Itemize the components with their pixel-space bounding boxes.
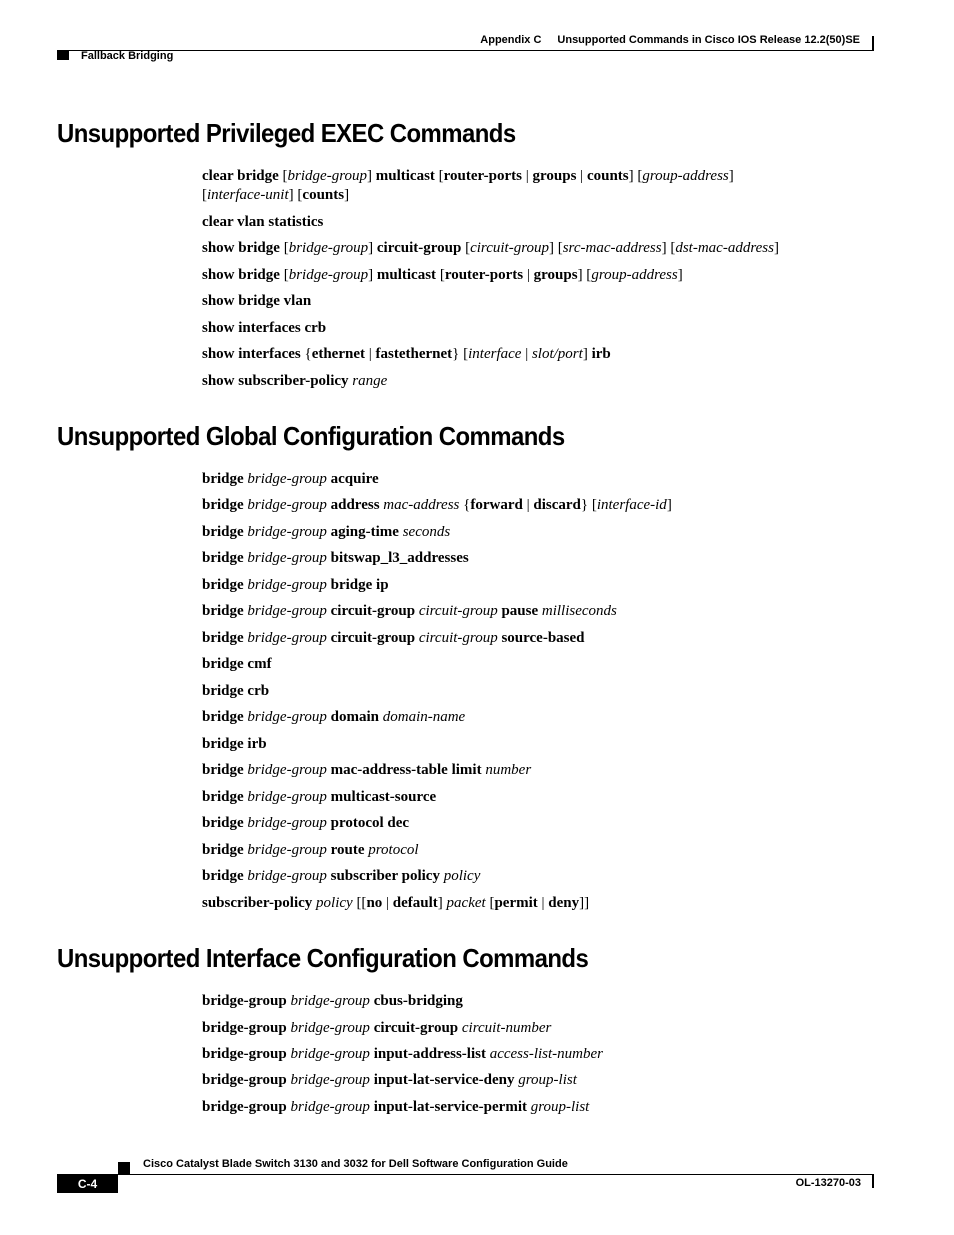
command-line xyxy=(202,470,379,489)
command-keyword: show subscriber-policy xyxy=(202,373,349,389)
command-argument: group-address xyxy=(642,168,729,184)
running-header xyxy=(480,34,860,46)
command-keyword: circuit-group xyxy=(330,630,416,646)
command-argument: domain-name xyxy=(382,709,466,725)
command-line xyxy=(202,186,349,205)
command-line xyxy=(202,867,480,886)
command-keyword: discard xyxy=(533,497,581,513)
command-keyword: bridge crb xyxy=(202,683,270,699)
command-line xyxy=(202,292,311,311)
command-argument: number xyxy=(485,762,532,778)
command-line xyxy=(202,549,469,568)
command-argument: interface-unit xyxy=(207,187,289,203)
command-syntax: | xyxy=(576,168,587,184)
command-argument: group-list xyxy=(530,1099,590,1115)
command-keyword: router-ports xyxy=(444,267,524,283)
command-syntax: | xyxy=(365,346,376,362)
command-syntax: [ xyxy=(278,168,288,184)
command-keyword: show bridge xyxy=(202,267,280,283)
command-argument: dst-mac-address xyxy=(675,240,774,256)
command-syntax: } [ xyxy=(452,346,469,362)
command-syntax: ] xyxy=(368,240,377,256)
command-keyword: address xyxy=(330,497,380,513)
command-syntax: { xyxy=(300,346,312,362)
command-keyword: bridge-group xyxy=(202,993,287,1009)
command-keyword: bridge xyxy=(202,842,244,858)
command-keyword: cbus-bridging xyxy=(373,993,463,1009)
command-argument: circuit-number xyxy=(461,1020,552,1036)
command-argument: bridge-group xyxy=(247,789,327,805)
command-keyword: deny xyxy=(548,895,580,911)
command-syntax: | xyxy=(522,497,534,513)
command-syntax: ] [ xyxy=(288,187,303,203)
command-argument: bridge-group xyxy=(247,550,327,566)
command-line xyxy=(202,345,611,364)
command-argument: bridge-group xyxy=(247,815,327,831)
command-keyword: circuit-group xyxy=(330,603,416,619)
command-syntax: ] xyxy=(344,187,350,203)
command-line xyxy=(202,319,326,338)
command-line xyxy=(202,894,589,913)
command-argument: bridge-group xyxy=(287,168,367,184)
command-keyword: bridge xyxy=(202,709,244,725)
command-line xyxy=(202,992,463,1011)
command-argument: bridge-group xyxy=(288,267,369,283)
command-syntax: ] xyxy=(437,895,447,911)
command-line xyxy=(202,761,531,780)
command-argument: bridge-group xyxy=(247,471,327,487)
command-keyword: counts xyxy=(302,187,345,203)
command-keyword: fastethernet xyxy=(375,346,453,362)
command-keyword: bridge-group xyxy=(202,1046,287,1062)
command-line xyxy=(202,682,269,701)
command-keyword: protocol dec xyxy=(330,815,410,831)
command-keyword: ethernet xyxy=(311,346,365,362)
command-keyword: domain xyxy=(330,709,379,725)
command-argument: bridge-group xyxy=(290,1072,370,1088)
command-syntax: [ xyxy=(279,267,289,283)
command-keyword: input-lat-service-deny xyxy=(373,1072,515,1088)
command-argument: interface xyxy=(468,346,522,362)
command-syntax: [ xyxy=(485,895,495,911)
command-argument: group-list xyxy=(518,1072,577,1088)
command-argument: group-address xyxy=(591,267,678,283)
command-keyword: multicast xyxy=(376,267,437,283)
command-syntax: { xyxy=(459,497,471,513)
command-keyword: clear vlan statistics xyxy=(202,214,324,230)
command-argument: bridge-group xyxy=(247,868,327,884)
header-rule xyxy=(57,50,874,51)
command-keyword: no xyxy=(366,895,383,911)
command-syntax: ] xyxy=(368,267,377,283)
header-chapter-title: Unsupported Commands in Cisco IOS Release 12.2(50)SE xyxy=(557,34,860,46)
command-keyword: bridge cmf xyxy=(202,656,272,672)
command-syntax: ] xyxy=(728,168,734,184)
command-keyword: bridge xyxy=(202,471,244,487)
command-keyword: bridge-group xyxy=(202,1099,287,1115)
command-syntax: ] [ xyxy=(661,240,676,256)
command-syntax: ] xyxy=(773,240,779,256)
command-line xyxy=(202,708,465,727)
header-section: Fallback Bridging xyxy=(81,50,174,62)
command-argument: bridge-group xyxy=(247,497,327,513)
command-syntax: | xyxy=(521,346,532,362)
command-syntax: | xyxy=(382,895,393,911)
command-keyword: acquire xyxy=(330,471,379,487)
command-argument: bridge-group xyxy=(247,577,327,593)
command-keyword: show interfaces xyxy=(202,346,301,362)
section-heading-privileged-exec: Unsupported Privileged EXEC Commands xyxy=(57,118,516,148)
command-keyword: bridge xyxy=(202,789,244,805)
command-line xyxy=(202,1071,577,1090)
command-argument: bridge-group xyxy=(247,630,327,646)
command-keyword: input-address-list xyxy=(373,1046,486,1062)
command-keyword: bridge-group xyxy=(202,1072,287,1088)
command-keyword: bitswap_l3_addresses xyxy=(330,550,469,566)
command-keyword: pause xyxy=(501,603,539,619)
command-argument: bridge-group xyxy=(247,709,327,725)
footer-tick-mark xyxy=(872,1175,874,1188)
command-argument: bridge-group xyxy=(247,762,327,778)
command-argument: bridge-group xyxy=(290,1020,370,1036)
command-keyword: circuit-group xyxy=(376,240,462,256)
command-syntax: ] xyxy=(582,346,592,362)
command-keyword: multicast-source xyxy=(330,789,437,805)
command-keyword: router-ports xyxy=(443,168,522,184)
command-keyword: counts xyxy=(586,168,629,184)
command-line xyxy=(202,602,617,621)
command-argument: milliseconds xyxy=(541,603,617,619)
command-syntax: [ xyxy=(436,267,445,283)
command-keyword: show bridge xyxy=(202,240,280,256)
command-keyword: bridge irb xyxy=(202,736,267,752)
command-line xyxy=(202,735,267,754)
command-keyword: clear bridge xyxy=(202,168,279,184)
header-appendix: Appendix C xyxy=(480,34,542,46)
command-keyword: subscriber-policy xyxy=(202,895,313,911)
command-line xyxy=(202,576,389,595)
command-keyword: circuit-group xyxy=(373,1020,459,1036)
command-line xyxy=(202,655,272,674)
command-syntax: ] xyxy=(367,168,376,184)
footer-doc-number: OL-13270-03 xyxy=(795,1177,861,1189)
command-syntax: ]] xyxy=(579,895,590,911)
command-argument: slot/port xyxy=(531,346,583,362)
footer-rule xyxy=(57,1174,874,1175)
command-keyword: groups xyxy=(532,168,577,184)
command-argument: policy xyxy=(316,895,353,911)
command-keyword: bridge xyxy=(202,815,244,831)
command-argument: access-list-number xyxy=(489,1046,604,1062)
command-syntax: [ xyxy=(279,240,289,256)
command-argument: policy xyxy=(443,868,481,884)
command-keyword: bridge xyxy=(202,762,244,778)
command-line xyxy=(202,523,450,542)
command-keyword: bridge xyxy=(202,577,244,593)
command-argument: bridge-group xyxy=(290,1046,370,1062)
command-argument: protocol xyxy=(368,842,419,858)
command-line xyxy=(202,239,779,258)
section-heading-global-configuration: Unsupported Global Configuration Commands xyxy=(57,421,565,451)
command-syntax: ] xyxy=(677,267,683,283)
command-argument: bridge-group xyxy=(247,603,327,619)
command-syntax: ] [ xyxy=(577,267,592,283)
command-keyword: bridge xyxy=(202,550,244,566)
command-syntax: | xyxy=(521,168,533,184)
section-heading-interface-configuration: Unsupported Interface Configuration Commands xyxy=(57,943,589,973)
command-argument: src-mac-address xyxy=(562,240,662,256)
command-line xyxy=(202,814,409,833)
command-line xyxy=(202,1019,551,1038)
command-argument: interface-id xyxy=(596,497,667,513)
command-keyword: permit xyxy=(494,895,538,911)
command-keyword: bridge ip xyxy=(330,577,389,593)
command-syntax: ] [ xyxy=(628,168,643,184)
command-line xyxy=(202,496,672,515)
command-argument: mac-address xyxy=(383,497,460,513)
command-syntax: [[ xyxy=(352,895,367,911)
command-keyword: mac-address-table limit xyxy=(330,762,482,778)
command-line xyxy=(202,1098,589,1117)
footer-guide-title: Cisco Catalyst Blade Switch 3130 and 3032 for Dell Software Configuration Guide xyxy=(143,1158,568,1170)
command-argument: bridge-group xyxy=(247,524,327,540)
command-argument: bridge-group xyxy=(288,240,369,256)
command-keyword: groups xyxy=(533,267,578,283)
command-syntax: | xyxy=(523,267,534,283)
command-argument: bridge-group xyxy=(290,993,370,1009)
command-keyword: subscriber policy xyxy=(330,868,440,884)
command-syntax: | xyxy=(537,895,549,911)
command-line xyxy=(202,841,419,860)
command-keyword: bridge xyxy=(202,603,244,619)
command-keyword: bridge xyxy=(202,630,244,646)
command-line xyxy=(202,167,734,186)
command-argument: circuit-group xyxy=(470,240,549,256)
page-number: C-4 xyxy=(77,1177,98,1191)
command-line xyxy=(202,629,585,648)
command-argument: circuit-group xyxy=(418,630,498,646)
command-keyword: show interfaces crb xyxy=(202,320,327,336)
command-argument: range xyxy=(352,373,388,389)
command-line xyxy=(202,1045,603,1064)
command-keyword: input-lat-service-permit xyxy=(373,1099,527,1115)
command-line xyxy=(202,266,683,285)
command-keyword: route xyxy=(330,842,365,858)
command-syntax: ] xyxy=(666,497,672,513)
command-keyword: multicast xyxy=(375,168,435,184)
footer-marker-block xyxy=(118,1162,130,1174)
command-argument: bridge-group xyxy=(247,842,327,858)
header-marker-block xyxy=(57,51,69,60)
command-syntax: } [ xyxy=(580,497,597,513)
command-keyword: source-based xyxy=(501,630,585,646)
command-keyword: bridge-group xyxy=(202,1020,287,1036)
command-syntax: ] [ xyxy=(548,240,563,256)
command-argument: bridge-group xyxy=(290,1099,370,1115)
command-argument: circuit-group xyxy=(418,603,498,619)
command-syntax: [ xyxy=(434,168,444,184)
command-line xyxy=(202,213,323,232)
command-keyword: forward xyxy=(470,497,523,513)
command-argument: packet xyxy=(446,895,486,911)
command-keyword: show bridge vlan xyxy=(202,293,312,309)
command-syntax: [ xyxy=(461,240,471,256)
command-argument: seconds xyxy=(402,524,451,540)
command-line xyxy=(202,372,387,391)
command-keyword: irb xyxy=(591,346,611,362)
header-tick-mark xyxy=(872,36,874,51)
command-keyword: bridge xyxy=(202,497,244,513)
command-keyword: aging-time xyxy=(330,524,399,540)
command-keyword: bridge xyxy=(202,868,244,884)
command-line xyxy=(202,788,436,807)
command-syntax: [ xyxy=(202,187,207,203)
command-keyword: default xyxy=(392,895,438,911)
command-keyword: bridge xyxy=(202,524,244,540)
